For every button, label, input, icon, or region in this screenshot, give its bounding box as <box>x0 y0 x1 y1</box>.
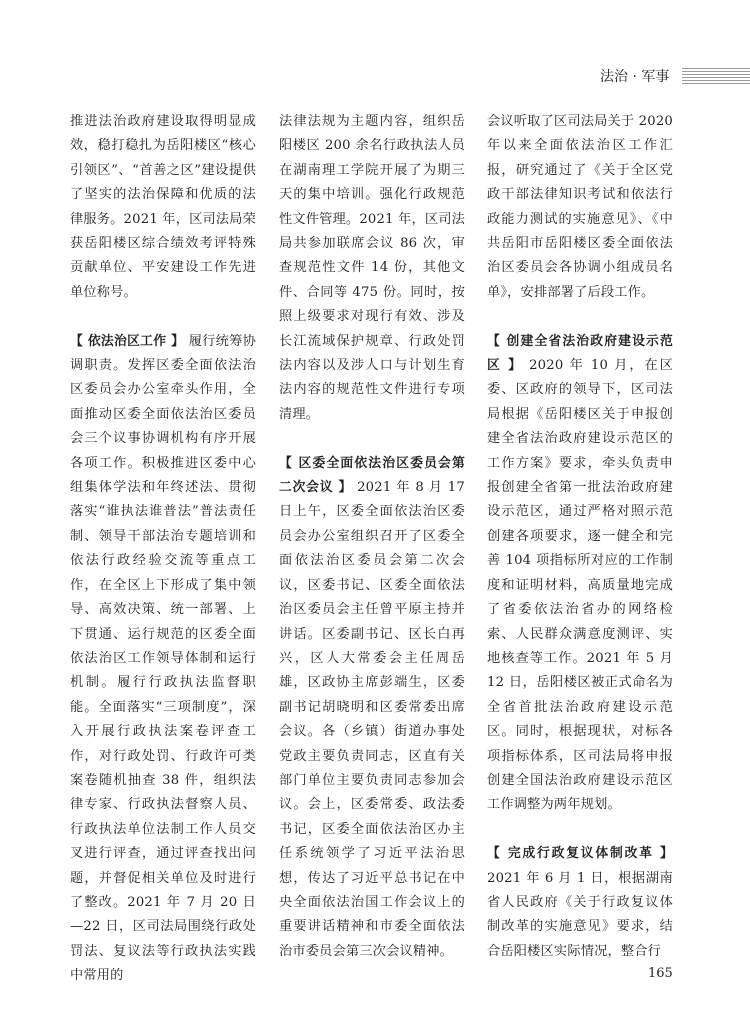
section-body: 2021 年 8 月 17 日上午，区委全面依法治区委员会办公室组织召开了区委全面依法治区委员会第二次会议，区委书记、区委全面依法治区委员会主任曾平原主持并讲话。区委副书记、区长白再兴，区人大常委会主任周岳雄，区政协主席彭端生，区委副书记胡晓明和区委常委出席会议。各（乡镇）街道办事处党政主要负责同志，区直有关部门单位主要负责同志参加会议。会上，区委常委、政法委书记，区委全面依法治区办主任系统领学了习近平法治思想，传达了习近平总书记在中央全面依法治国工作会议上的重要讲话精神和市委全面依法治市委员会第三次会议精神。 <box>279 480 465 959</box>
paragraph: 法律法规为主题内容，组织岳阳楼区 200 余名行政执法人员在湖南理工学院开展了为期三天的集中培训。强化行政规范性文件管理。2021 年，区司法局共参加联席会议 86 次，审查规范性文件 14 份，其他文件、合同等 475 份。同时，按照上级要求对现行有效、涉及长江流域保护规章、行政处罚法内容以及涉人口与计划生育法内容的规范性文件进行专项清理。 <box>279 114 466 422</box>
text-column-1 <box>70 110 256 989</box>
text-column-3 <box>487 110 673 964</box>
section-paragraph <box>279 452 465 965</box>
page-header <box>596 64 750 90</box>
header-decorative-lines <box>682 68 750 86</box>
section-title: 【 区委全面依法治区委员会第二次会议 】 <box>279 455 465 496</box>
section-title: 【 创建全省法治政府建设示范区 】 <box>487 333 673 374</box>
section-title: 【 完成行政复议体制改革 】 <box>487 846 673 862</box>
paragraph: 推进法治政府建设取得明显成效，稳打稳扎为岳阳楼区“核心引领区”、“首善之区”建设提供了坚实的法治保障和优质的法律服务。2021 年，区司法局荣获岳阳楼区综合绩效考评特殊贡献单位、平安建设工作先进单位称号。 <box>70 114 257 300</box>
section-paragraph <box>487 842 673 964</box>
section-header-title: 法治 · 军事 <box>600 69 670 85</box>
text-column-2 <box>279 110 465 964</box>
section-paragraph <box>487 330 673 818</box>
section-body: 2021 年 6 月 1 日，根据湖南省人民政府《关于行政复议体制改革的实施意见》要求，结合岳阳楼区实际情况，整合行 <box>487 870 673 959</box>
paragraph: 会议听取了区司法局关于 2020 年以来全面依法治区工作汇报，研究通过了《关于全区党政干部法律知识考试和依法行政能力测试的实施意见》、《中共岳阳市岳阳楼区委全面依法治区委员会各协调小组成员名单》，安排部署了后段工作。 <box>487 114 674 300</box>
section-paragraph <box>70 330 256 989</box>
section-title: 【 依法治区工作 】 <box>70 333 185 349</box>
section-body: 2020 年 10 月，在区委、区政府的领导下，区司法局根据《岳阳楼区关于申报创建全省法治政府建设示范区的工作方案》要求，牵头负责申报创建全省第一批法治政府建设示范区，通过严格对照示范创建各项要求，逐一健全和完善 104 项指标所对应的工作制度和证明材料，高质量地完成了省委依法治省办的网络检索、人民群众满意度测评、实地核查等工作。2021 年 5 月 12 日，岳阳楼区被正式命名为全省首批法治政府建设示范区。同时，根据现状，对标各项指标体系，区司法局将申报创建全国法治政府建设示范区工作调整为两年规划。 <box>487 358 674 813</box>
page-number: 165 <box>648 966 673 981</box>
section-body: 履行统筹协调职责。发挥区委全面依法治区委员会办公室牵头作用，全面推动区委全面依法治区委员会三个议事协调机构有序开展各项工作。积极推进区委中心组集体学法和年终述法、贯彻落实“谁执法谁普法”普法责任制、领导干部法治专题培训和依法行政经验交流等重点工作，在全区上下形成了集中领导、高效决策、统一部署、上下贯通、运行规范的区委全面依法治区工作领导体制和运行机制。履行行政执法监督职能。全面落实“三项制度”，深入开展行政执法案卷评查工作，对行政处罚、行政许可类案卷随机抽查 38 件，组织法律专家、行政执法督察人员、行政执法单位法制工作人员交叉进行评查，通过评查找出问题，并督促相关单位及时进行了整改。2021 年 7 月 20 日—22 日，区司法局围绕行政处罚法、复议法等行政执法实践中常用的 <box>70 333 256 984</box>
